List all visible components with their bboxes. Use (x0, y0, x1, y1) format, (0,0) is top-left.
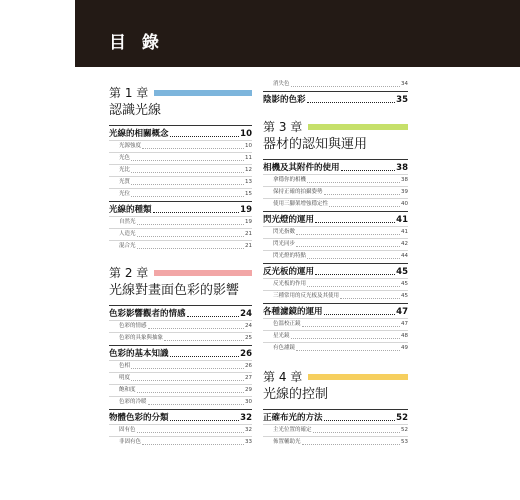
toc-section[interactable] (109, 345, 252, 360)
item-page: 40 (401, 201, 408, 207)
toc-section[interactable] (263, 409, 408, 424)
toc-section[interactable] (109, 409, 252, 424)
chapter-title: 器材的認知與運用 (263, 137, 368, 152)
dot-leader (131, 380, 244, 381)
toc-left-column (109, 86, 252, 448)
item-page: 39 (401, 189, 408, 195)
chapter-color-bar (308, 124, 408, 130)
item-label: 人造光 (119, 231, 136, 237)
toc-item[interactable] (109, 360, 252, 372)
section-page: 47 (396, 307, 408, 317)
section-label: 物體色彩的分類 (109, 413, 169, 423)
section-label: 閃光燈的運用 (263, 215, 315, 225)
item-page: 45 (401, 293, 408, 299)
dot-leader (164, 340, 244, 341)
item-label: 光位 (119, 191, 131, 197)
item-label: 有色濾鏡 (273, 345, 296, 351)
chapter-number: 第 3 章 (263, 120, 303, 134)
chapter-title: 認識光線 (109, 103, 162, 118)
dot-leader (148, 404, 244, 405)
item-label: 反光板的作用 (273, 281, 307, 287)
chapter-number: 第 4 章 (263, 370, 303, 384)
item-page: 25 (245, 335, 252, 341)
toc-item[interactable] (263, 330, 408, 342)
dot-leader (131, 172, 244, 173)
toc-item[interactable] (109, 384, 252, 396)
section-label: 色彩的基本知識 (109, 349, 169, 359)
toc-section[interactable] (109, 305, 252, 320)
dot-leader (296, 234, 400, 235)
dot-leader (296, 350, 400, 351)
dot-leader (315, 274, 395, 275)
section-page: 19 (240, 205, 252, 215)
section-page: 26 (240, 349, 252, 359)
item-label: 固有色 (119, 427, 136, 433)
section-label: 正確布光的方法 (263, 413, 323, 423)
chapter-heading (263, 120, 408, 134)
toc-item[interactable] (109, 140, 252, 152)
toc-item[interactable] (109, 152, 252, 164)
item-label: 使用三腳架增強穩定性 (273, 201, 329, 207)
dot-leader (170, 420, 240, 421)
chapter-heading (109, 266, 252, 280)
section-label: 各種濾鏡的運用 (263, 307, 323, 317)
dot-leader (137, 392, 244, 393)
dot-leader (302, 444, 400, 445)
item-page: 32 (245, 427, 252, 433)
item-label: 混合光 (119, 243, 136, 249)
dot-leader (137, 432, 244, 433)
dot-leader (324, 194, 400, 195)
dot-leader (340, 298, 400, 299)
toc-section[interactable] (263, 91, 408, 106)
item-label: 星光鏡 (273, 333, 290, 339)
toc-item[interactable] (109, 396, 252, 408)
toc-item[interactable] (109, 240, 252, 252)
toc-item[interactable] (109, 228, 252, 240)
item-page: 48 (401, 333, 408, 339)
item-page: 29 (245, 387, 252, 393)
dot-leader (153, 212, 240, 213)
item-page: 42 (401, 241, 408, 247)
item-label: 明度 (119, 375, 131, 381)
section-page: 41 (396, 215, 408, 225)
dot-leader (315, 222, 395, 223)
item-label: 色彩的冷暖 (119, 399, 147, 405)
dot-leader (170, 136, 240, 137)
item-label: 主光位置的確定 (273, 427, 312, 433)
chapter-title: 光線對畫面色彩的影響 (109, 283, 240, 298)
item-page: 10 (245, 143, 252, 149)
item-label: 色彩的具象與抽象 (119, 335, 164, 341)
item-page: 44 (401, 253, 408, 259)
dot-leader (307, 102, 396, 103)
chapter-title: 光線的控制 (263, 387, 329, 402)
item-label: 閃光同步 (273, 241, 296, 247)
item-label: 佈置輔助光 (273, 439, 301, 445)
section-page: 52 (396, 413, 408, 423)
toc-item[interactable] (263, 424, 408, 436)
toc-section[interactable] (109, 201, 252, 216)
page-header (75, 0, 520, 67)
section-page: 35 (396, 95, 408, 105)
item-label: 色彩的情感 (119, 323, 147, 329)
dot-leader (313, 432, 400, 433)
item-label: 拿穩你的相機 (273, 177, 307, 183)
toc-title: 目 錄 (109, 33, 164, 53)
dot-leader (341, 170, 396, 171)
item-label: 閃光燈的特點 (273, 253, 307, 259)
item-label: 自然光 (119, 219, 136, 225)
item-label: 色相 (119, 363, 131, 369)
section-label: 光線的種類 (109, 205, 152, 215)
toc-item[interactable] (263, 318, 408, 330)
item-page: 33 (245, 439, 252, 445)
item-page: 11 (245, 155, 252, 161)
dot-leader (291, 338, 400, 339)
section-page: 10 (240, 129, 252, 139)
dot-leader (170, 356, 240, 357)
section-page: 38 (396, 163, 408, 173)
toc-item[interactable] (263, 226, 408, 238)
dot-leader (137, 236, 244, 237)
section-label: 陰影的色彩 (263, 95, 306, 105)
toc-item[interactable] (109, 216, 252, 228)
dot-leader (307, 258, 400, 259)
chapter-number: 第 2 章 (109, 266, 149, 280)
item-page: 13 (245, 179, 252, 185)
section-page: 45 (396, 267, 408, 277)
item-page: 27 (245, 375, 252, 381)
toc-item[interactable] (109, 320, 252, 332)
chapter-color-bar (154, 270, 252, 276)
item-page: 21 (245, 231, 252, 237)
item-page: 45 (401, 281, 408, 287)
toc-item[interactable] (263, 186, 408, 198)
section-label: 相機及其附件的使用 (263, 163, 340, 173)
dot-leader (296, 246, 400, 247)
toc-section[interactable] (263, 263, 408, 278)
item-page: 21 (245, 243, 252, 249)
dot-leader (131, 184, 244, 185)
toc-item[interactable] (263, 198, 408, 210)
toc-right-column (263, 79, 408, 448)
item-label: 閃光指數 (273, 229, 296, 235)
toc-item[interactable] (109, 188, 252, 200)
item-page: 53 (401, 439, 408, 445)
item-page: 52 (401, 427, 408, 433)
chapter-heading (109, 86, 252, 100)
item-label: 飽和度 (119, 387, 136, 393)
toc-item[interactable] (109, 424, 252, 436)
dot-leader (324, 314, 396, 315)
chapter-number: 第 1 章 (109, 86, 149, 100)
dot-leader (131, 368, 244, 369)
item-label: 非固有色 (119, 439, 142, 445)
toc-section[interactable] (263, 159, 408, 174)
item-page: 19 (245, 219, 252, 225)
item-page: 26 (245, 363, 252, 369)
toc-section[interactable] (263, 303, 408, 318)
toc-item[interactable] (263, 436, 408, 448)
item-page: 47 (401, 321, 408, 327)
item-page: 38 (401, 177, 408, 183)
toc-item[interactable] (263, 342, 408, 354)
dot-leader (142, 148, 244, 149)
section-page: 32 (240, 413, 252, 423)
toc-section[interactable] (263, 211, 408, 226)
toc-item[interactable] (109, 164, 252, 176)
dot-leader (307, 286, 400, 287)
dot-leader (329, 206, 400, 207)
toc-item[interactable] (109, 436, 252, 448)
chapter-color-bar (154, 90, 252, 96)
item-label: 光比 (119, 167, 131, 173)
chapter-color-bar (308, 374, 408, 380)
item-label: 消失色 (273, 81, 290, 87)
toc-item[interactable] (263, 278, 408, 290)
dot-leader (142, 444, 244, 445)
item-page: 34 (401, 81, 408, 87)
toc-item[interactable] (263, 79, 408, 90)
dot-leader (137, 224, 244, 225)
item-page: 12 (245, 167, 252, 173)
section-page: 24 (240, 309, 252, 319)
dot-leader (307, 182, 400, 183)
toc-item[interactable] (263, 238, 408, 250)
dot-leader (302, 326, 400, 327)
dot-leader (291, 86, 400, 87)
toc-item[interactable] (109, 176, 252, 188)
toc-item[interactable] (263, 250, 408, 262)
item-page: 49 (401, 345, 408, 351)
section-label: 反光板的運用 (263, 267, 315, 277)
item-label: 色溫校正鏡 (273, 321, 301, 327)
item-label: 光色 (119, 155, 131, 161)
section-label: 色彩影響觀者的情感 (109, 309, 186, 319)
section-label: 光線的相關概念 (109, 129, 169, 139)
item-label: 保持正確的拍攝姿勢 (273, 189, 323, 195)
toc-item[interactable] (109, 332, 252, 344)
item-page: 41 (401, 229, 408, 235)
item-page: 30 (245, 399, 252, 405)
toc-item[interactable] (263, 290, 408, 302)
toc-item[interactable] (263, 174, 408, 186)
item-label: 光源強度 (119, 143, 142, 149)
dot-leader (148, 328, 244, 329)
dot-leader (187, 316, 240, 317)
dot-leader (131, 196, 244, 197)
toc-section[interactable] (109, 125, 252, 140)
item-label: 三種常用的反光板及其使用 (273, 293, 340, 299)
chapter-heading (263, 370, 408, 384)
dot-leader (131, 160, 244, 161)
dot-leader (137, 248, 244, 249)
item-page: 15 (245, 191, 252, 197)
item-page: 24 (245, 323, 252, 329)
item-label: 光質 (119, 179, 131, 185)
toc-item[interactable] (109, 372, 252, 384)
dot-leader (324, 420, 396, 421)
